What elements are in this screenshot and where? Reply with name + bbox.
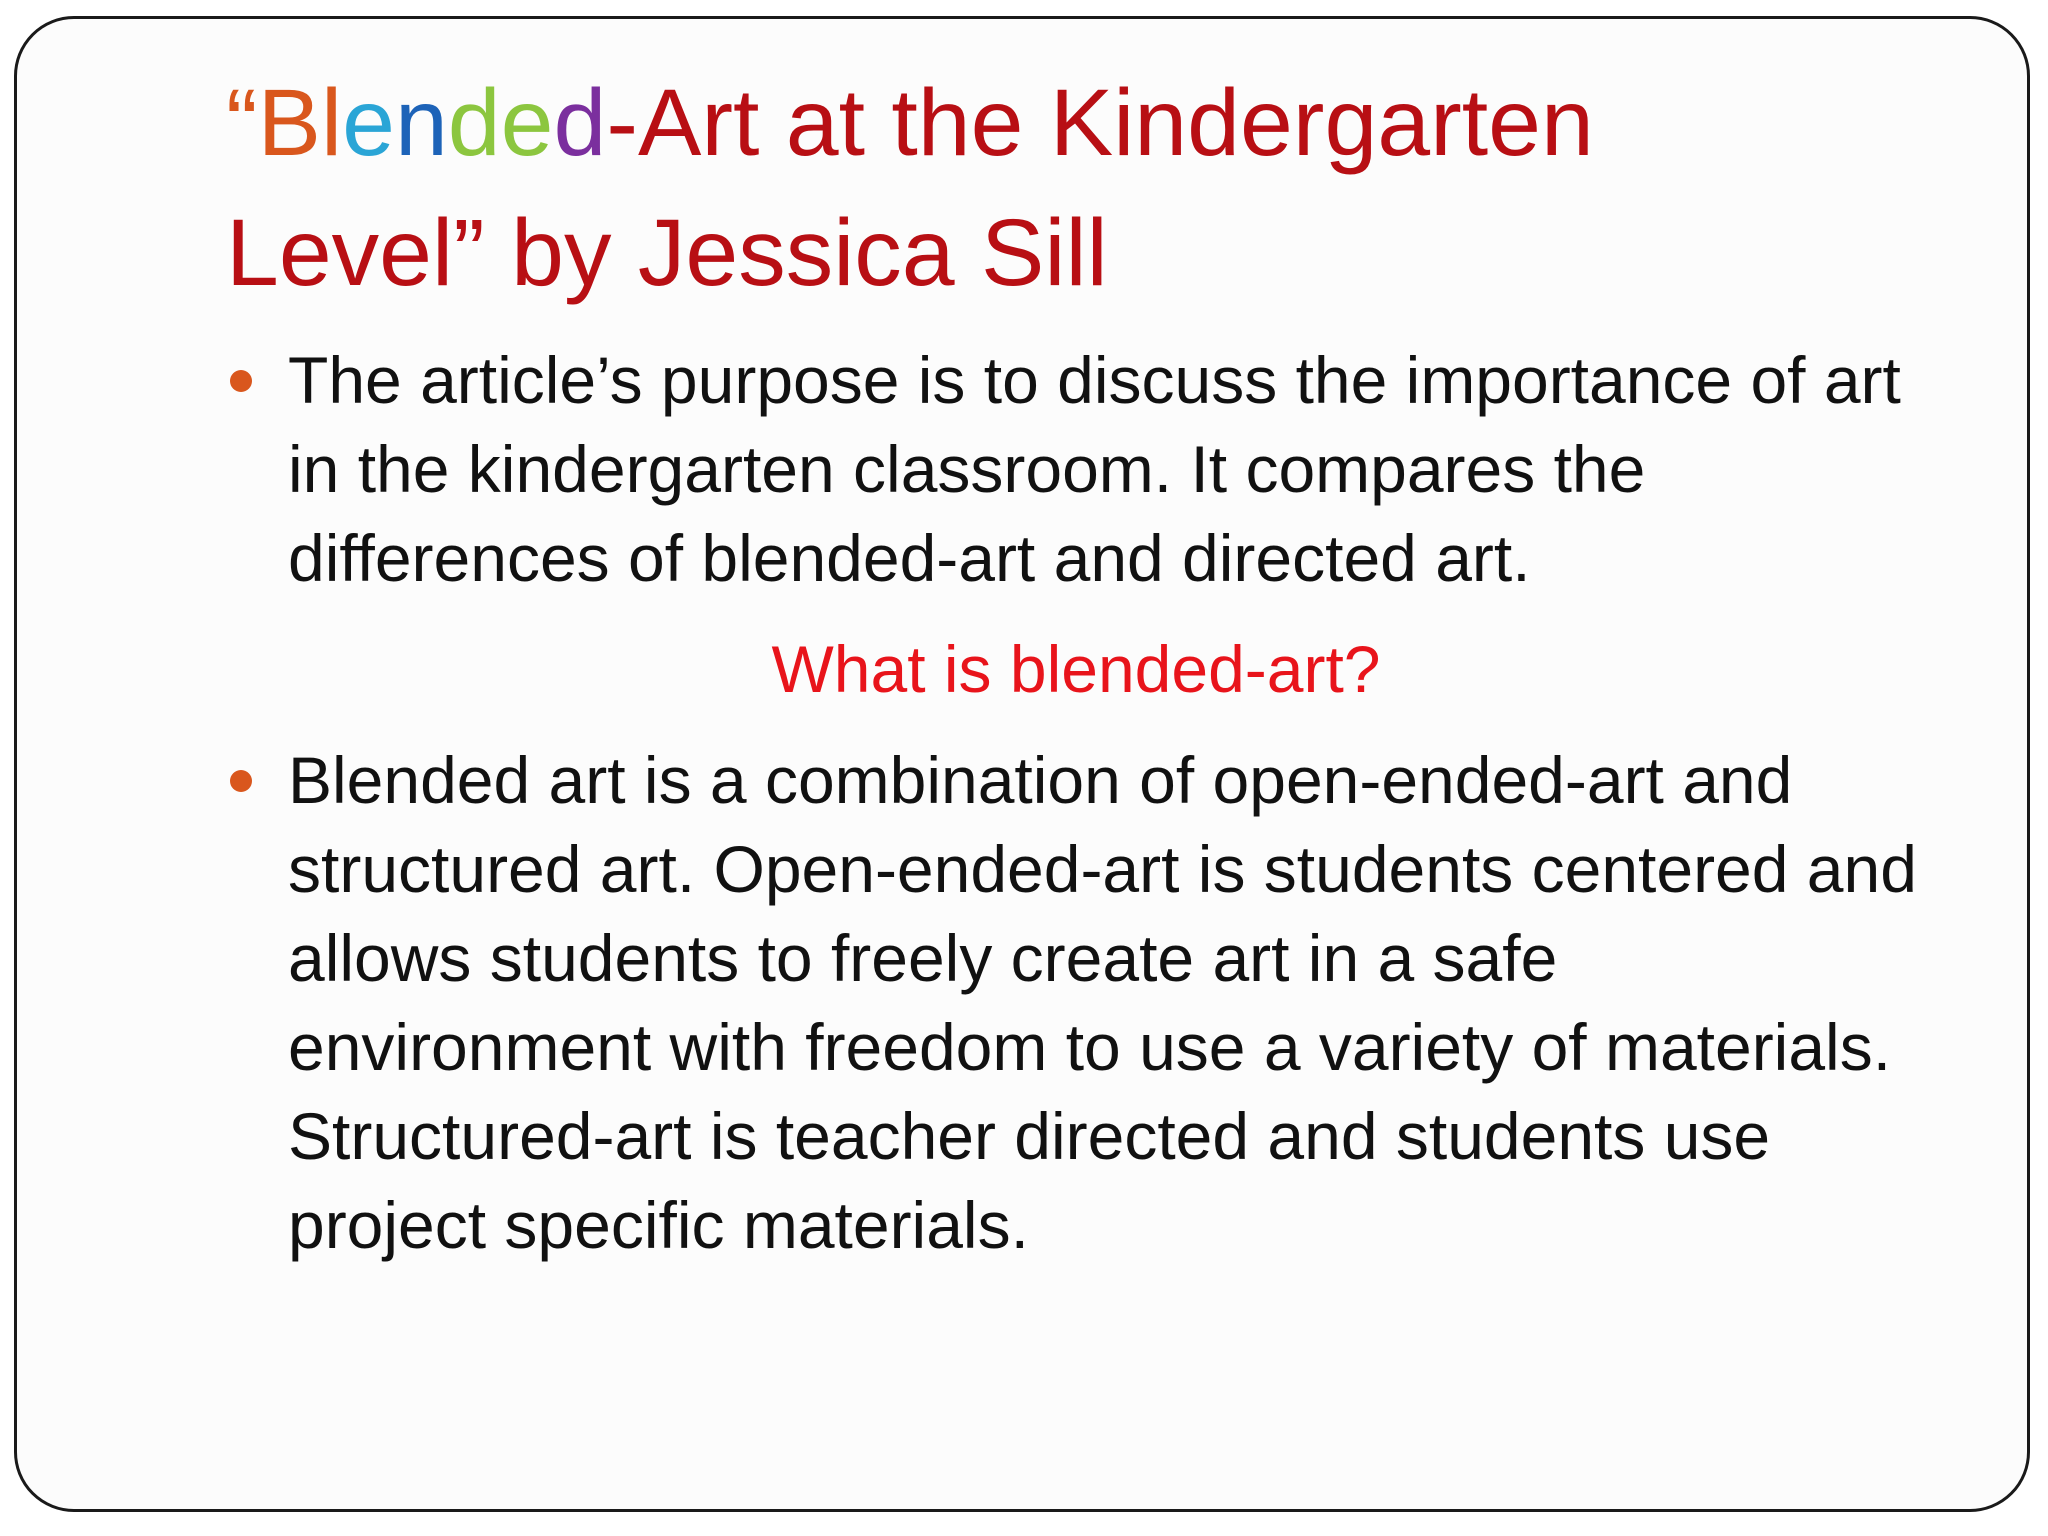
bullet-text: Blended art is a combination of open-ended-art and structured art. Open-ended-art is students centered and allows students to freely create art in a safe environment with freedom to use a variety of materials. Structured-art is teacher directed and students use project specific materials. [288, 743, 1917, 1262]
bullet-text: The article’s purpose is to discuss the importance of art in the kindergarten classroom. It compares the differences of blended-art and directed art. [288, 343, 1901, 595]
slide-body [226, 336, 1926, 1270]
title-line-2: Level” by Jessica Sill [226, 200, 1108, 306]
title-segment: n [394, 70, 448, 176]
title-segment: e [342, 70, 395, 176]
title-segment: “B [226, 70, 321, 176]
title-line-1 [226, 70, 1594, 176]
title-segment: -Art at the Kindergarten [606, 70, 1594, 176]
title-segment: l [321, 70, 343, 176]
bullet-dot-icon [230, 770, 252, 792]
slide-title [226, 58, 1926, 318]
title-segment: d [553, 70, 607, 176]
title-segment: d [447, 70, 501, 176]
bullet-item-definition [226, 736, 1926, 1270]
subheading-question: What is blended-art? [771, 632, 1381, 706]
bullet-item-purpose [226, 336, 1926, 603]
title-segment: e [500, 70, 554, 176]
bullet-dot-icon [230, 370, 252, 392]
